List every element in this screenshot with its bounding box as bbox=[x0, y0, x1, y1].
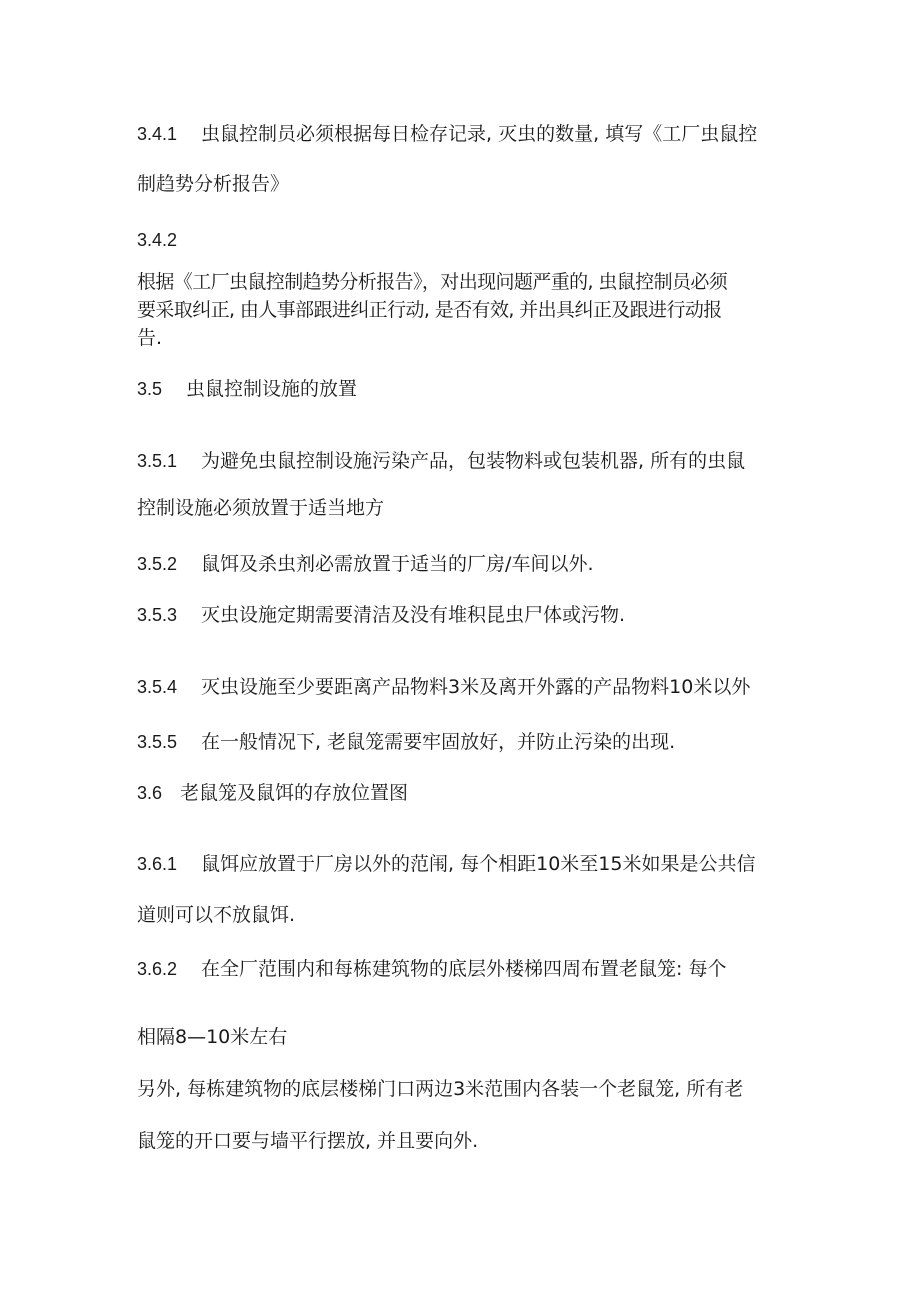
paragraph-3-4-2-line-3: 告. bbox=[137, 327, 163, 349]
paragraph-text: 虫鼠控制员必须根据每日检存记录, 灭虫的数量, 填写《工厂虫鼠控 bbox=[201, 123, 758, 145]
paragraph-3-6-1-line-2: 道则可以不放鼠饵. bbox=[137, 904, 296, 926]
section-number: 3.5.2 bbox=[137, 554, 178, 574]
paragraph-3-4-1-line-1 bbox=[137, 122, 797, 146]
section-number: 3.5.1 bbox=[137, 451, 178, 471]
paragraph-text: 为避免虫鼠控制设施污染产品，包装物料或包装机器, 所有的虫鼠 bbox=[201, 450, 746, 472]
section-number: 3.5.3 bbox=[137, 605, 178, 625]
section-number: 3.6 bbox=[137, 783, 163, 803]
section-heading-3-6 bbox=[137, 781, 797, 805]
section-number: 3.5.4 bbox=[137, 677, 178, 697]
section-number: 3.4.1 bbox=[137, 124, 178, 144]
paragraph-extra-line-2: 鼠笼的开口要与墙平行摆放, 并且要向外. bbox=[137, 1130, 479, 1152]
paragraph-text: 在一般情况下, 老鼠笼需要牢固放好，并防止污染的出现. bbox=[201, 731, 676, 753]
section-number: 3.5.5 bbox=[137, 732, 178, 752]
paragraph-text: 鼠饵应放置于厂房以外的范闱, 每个相距10米至15米如果是公共信 bbox=[201, 853, 756, 875]
paragraph-3-5-2 bbox=[137, 552, 797, 576]
section-heading-3-5 bbox=[137, 377, 797, 401]
paragraph-text: 灭虫设施定期需要清洁及没有堆积昆虫尸体或污物. bbox=[201, 604, 626, 626]
section-number: 3.6.2 bbox=[137, 959, 178, 979]
section-number: 3.4.2 bbox=[137, 230, 178, 250]
paragraph-text: 在全厂范围内和每栋建筑物的底层外楼梯四周布置老鼠笼: 每个 bbox=[201, 958, 727, 980]
section-title: 虫鼠控制设施的放置 bbox=[186, 378, 358, 400]
section-number-3-4-2 bbox=[137, 228, 797, 252]
paragraph-3-5-1-line-2: 控制设施必须放置于适当地方 bbox=[137, 497, 385, 519]
paragraph-3-6-1-line-1 bbox=[137, 852, 797, 876]
section-number: 3.6.1 bbox=[137, 854, 178, 874]
paragraph-3-5-3 bbox=[137, 603, 797, 627]
paragraph-3-5-4 bbox=[137, 675, 797, 699]
paragraph-3-4-2-line-1: 根据《工厂虫鼠控制趋势分析报告》，对出现问题严重的, 虫鼠控制员必须 bbox=[137, 271, 728, 293]
paragraph-text: 鼠饵及杀虫剂必需放置于适当的厂房/车间以外. bbox=[201, 553, 594, 575]
paragraph-3-6-2-line-1 bbox=[137, 957, 797, 981]
section-number: 3.5 bbox=[137, 379, 163, 399]
paragraph-3-5-5 bbox=[137, 730, 797, 754]
paragraph-text: 灭虫设施至少要距离产品物料3米及离开外露的产品物料10米以外 bbox=[201, 676, 751, 698]
paragraph-3-4-1-line-2: 制趋势分析报告》 bbox=[137, 173, 290, 195]
section-title: 老鼠笼及鼠饵的存放位置图 bbox=[180, 782, 409, 804]
paragraph-3-6-2-line-2: 相隔8—10米左右 bbox=[137, 1026, 288, 1048]
paragraph-extra-line-1: 另外, 每栋建筑物的底层楼梯门口两边3米范围内各装一个老鼠笼, 所有老 bbox=[137, 1078, 744, 1100]
paragraph-3-4-2-line-2: 要采取纠正, 由人事部跟进纠正行动, 是否有效, 并出具纠正及跟进行动报 bbox=[137, 299, 722, 321]
paragraph-3-5-1-line-1 bbox=[137, 449, 797, 473]
